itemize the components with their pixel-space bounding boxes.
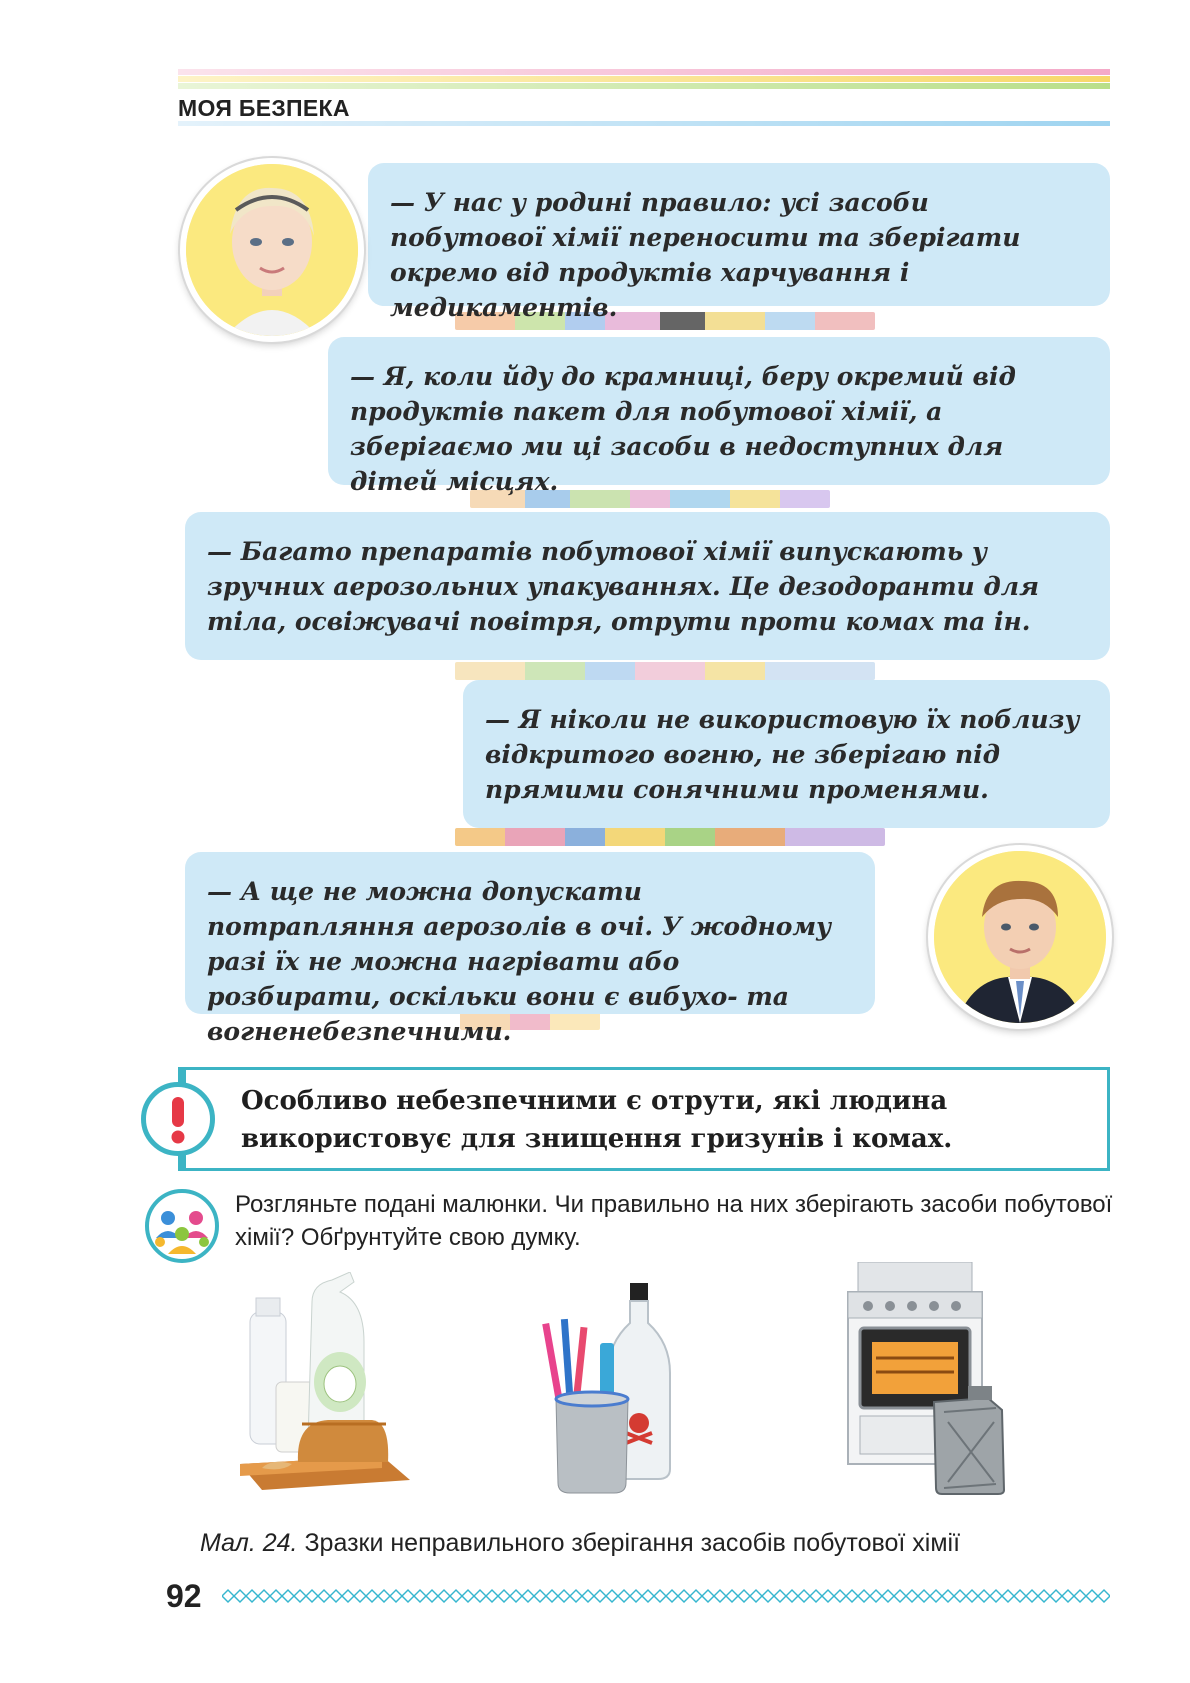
footer-decorative-rule (222, 1585, 1110, 1607)
header-stripe-yellow (178, 76, 1110, 82)
confetti-decoration (455, 662, 875, 680)
milk-bread-detergent-picture (232, 1272, 412, 1494)
bubble-text: — Багато препаратів побутової хімії випускають у зручних аерозольних упакуваннях. Це дезодоранти для тіла, освіжувачі повітря, отрути проти комах та ін. (207, 537, 1039, 636)
bubble-text: — А ще не можна допускати потрапляння аерозолів в очі. У жодному разі їх не можна нагрівати або розбирати, оскільки вони є вибухо- та вогненебезпечними. (207, 877, 832, 1046)
exclamation-icon (141, 1082, 215, 1156)
speech-bubble-boy (185, 852, 875, 1046)
figure-caption (200, 1529, 1100, 1558)
boy-avatar (928, 845, 1112, 1029)
stove-fuel-can-picture (838, 1262, 1018, 1496)
warning-box (178, 1067, 1110, 1171)
bubble-text: — У нас у родині правило: усі засоби побутової хімії переносити та зберігати окремо від продуктів харчування і медикаментів. (390, 188, 1021, 322)
group-work-icon (144, 1188, 220, 1264)
bubble-text: — Я, коли йду до крамниці, беру окремий від продуктів пакет для побутової хімії, а зберігаємо ми ці засоби в недоступних для дітей місцях. (350, 362, 1016, 496)
task-text: Розгляньте подані малюнки. Чи правильно на них зберігають засоби побутової хімії? Обґрунтуйте свою думку. (235, 1191, 1113, 1251)
header-stripe-pink (178, 69, 1110, 75)
toothbrush-cup-poison-bottle-picture (538, 1283, 678, 1495)
confetti-decoration (455, 828, 885, 846)
speech-bubble-3 (185, 512, 1110, 660)
caption-label: Мал. 24. (200, 1529, 298, 1557)
girl-avatar (180, 158, 364, 342)
speech-bubble-girl-1 (368, 163, 1110, 322)
section-title: МОЯ БЕЗПЕКА (178, 95, 350, 121)
bubble-text: — Я ніколи не використовую їх поблизу відкритого вогню, не зберігаю під прямими сонячними променями. (485, 705, 1080, 804)
header-stripe-green (178, 83, 1110, 89)
warning-text: Особливо небезпечними є отрути, які людина використовує для знищення гризунів і комах. (241, 1086, 953, 1154)
speech-bubble-2 (328, 337, 1110, 496)
page-number: 92 (166, 1578, 202, 1614)
speech-bubble-4 (463, 680, 1110, 828)
caption-text: Зразки неправильного зберігання засобів побутової хімії (304, 1529, 961, 1557)
